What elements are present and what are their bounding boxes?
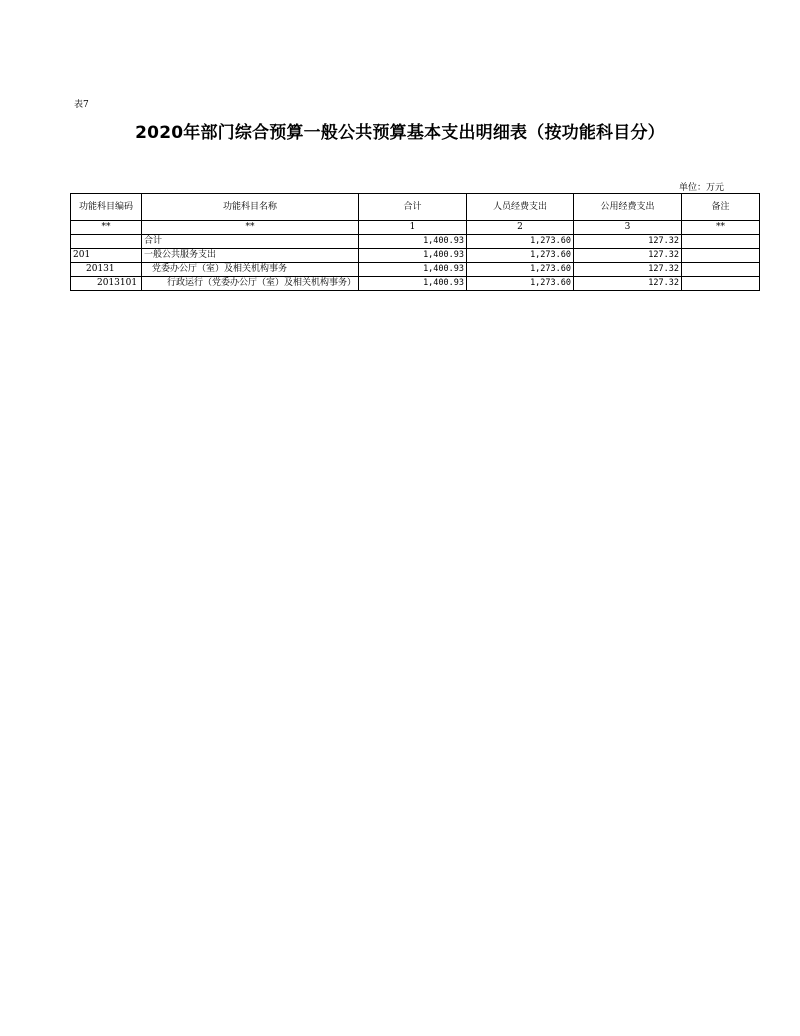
index-cell: 2 bbox=[467, 221, 574, 235]
total-cell: 1,400.93 bbox=[359, 249, 467, 263]
name-cell: 合计 bbox=[142, 235, 359, 249]
code-cell: 2013101 bbox=[71, 277, 142, 291]
total-cell: 1,400.93 bbox=[359, 235, 467, 249]
name-cell: 行政运行（党委办公厅（室）及相关机构事务） bbox=[142, 277, 359, 291]
code-cell bbox=[71, 235, 142, 249]
table-index-row bbox=[71, 221, 760, 235]
header-name: 功能科目名称 bbox=[142, 194, 359, 221]
personnel-cell: 1,273.60 bbox=[467, 249, 574, 263]
index-cell: ** bbox=[71, 221, 142, 235]
header-note: 备注 bbox=[682, 194, 760, 221]
code-cell: 201 bbox=[71, 249, 142, 263]
index-cell: 3 bbox=[574, 221, 682, 235]
table-row bbox=[71, 263, 760, 277]
unit-label: 单位：万元 bbox=[678, 183, 724, 193]
index-cell: ** bbox=[142, 221, 359, 235]
note-cell bbox=[682, 263, 760, 277]
table-number: 表7 bbox=[74, 100, 89, 110]
public-cell: 127.32 bbox=[574, 235, 682, 249]
table-row bbox=[71, 235, 760, 249]
header-code: 功能科目编码 bbox=[71, 194, 142, 221]
index-cell: ** bbox=[682, 221, 760, 235]
public-cell: 127.32 bbox=[574, 277, 682, 291]
header-public: 公用经费支出 bbox=[574, 194, 682, 221]
public-cell: 127.32 bbox=[574, 263, 682, 277]
total-cell: 1,400.93 bbox=[359, 263, 467, 277]
personnel-cell: 1,273.60 bbox=[467, 263, 574, 277]
personnel-cell: 1,273.60 bbox=[467, 235, 574, 249]
table-header-row bbox=[71, 194, 760, 221]
code-cell: 20131 bbox=[71, 263, 142, 277]
header-total: 合计 bbox=[359, 194, 467, 221]
name-cell: 一般公共服务支出 bbox=[142, 249, 359, 263]
note-cell bbox=[682, 277, 760, 291]
name-cell: 党委办公厅（室）及相关机构事务 bbox=[142, 263, 359, 277]
note-cell bbox=[682, 249, 760, 263]
table-row bbox=[71, 277, 760, 291]
personnel-cell: 1,273.60 bbox=[467, 277, 574, 291]
public-cell: 127.32 bbox=[574, 249, 682, 263]
table-row bbox=[71, 249, 760, 263]
header-personnel: 人员经费支出 bbox=[467, 194, 574, 221]
index-cell: 1 bbox=[359, 221, 467, 235]
page-title: 2020年部门综合预算一般公共预算基本支出明细表（按功能科目分） bbox=[135, 123, 665, 143]
total-cell: 1,400.93 bbox=[359, 277, 467, 291]
budget-table bbox=[70, 193, 760, 291]
note-cell bbox=[682, 235, 760, 249]
